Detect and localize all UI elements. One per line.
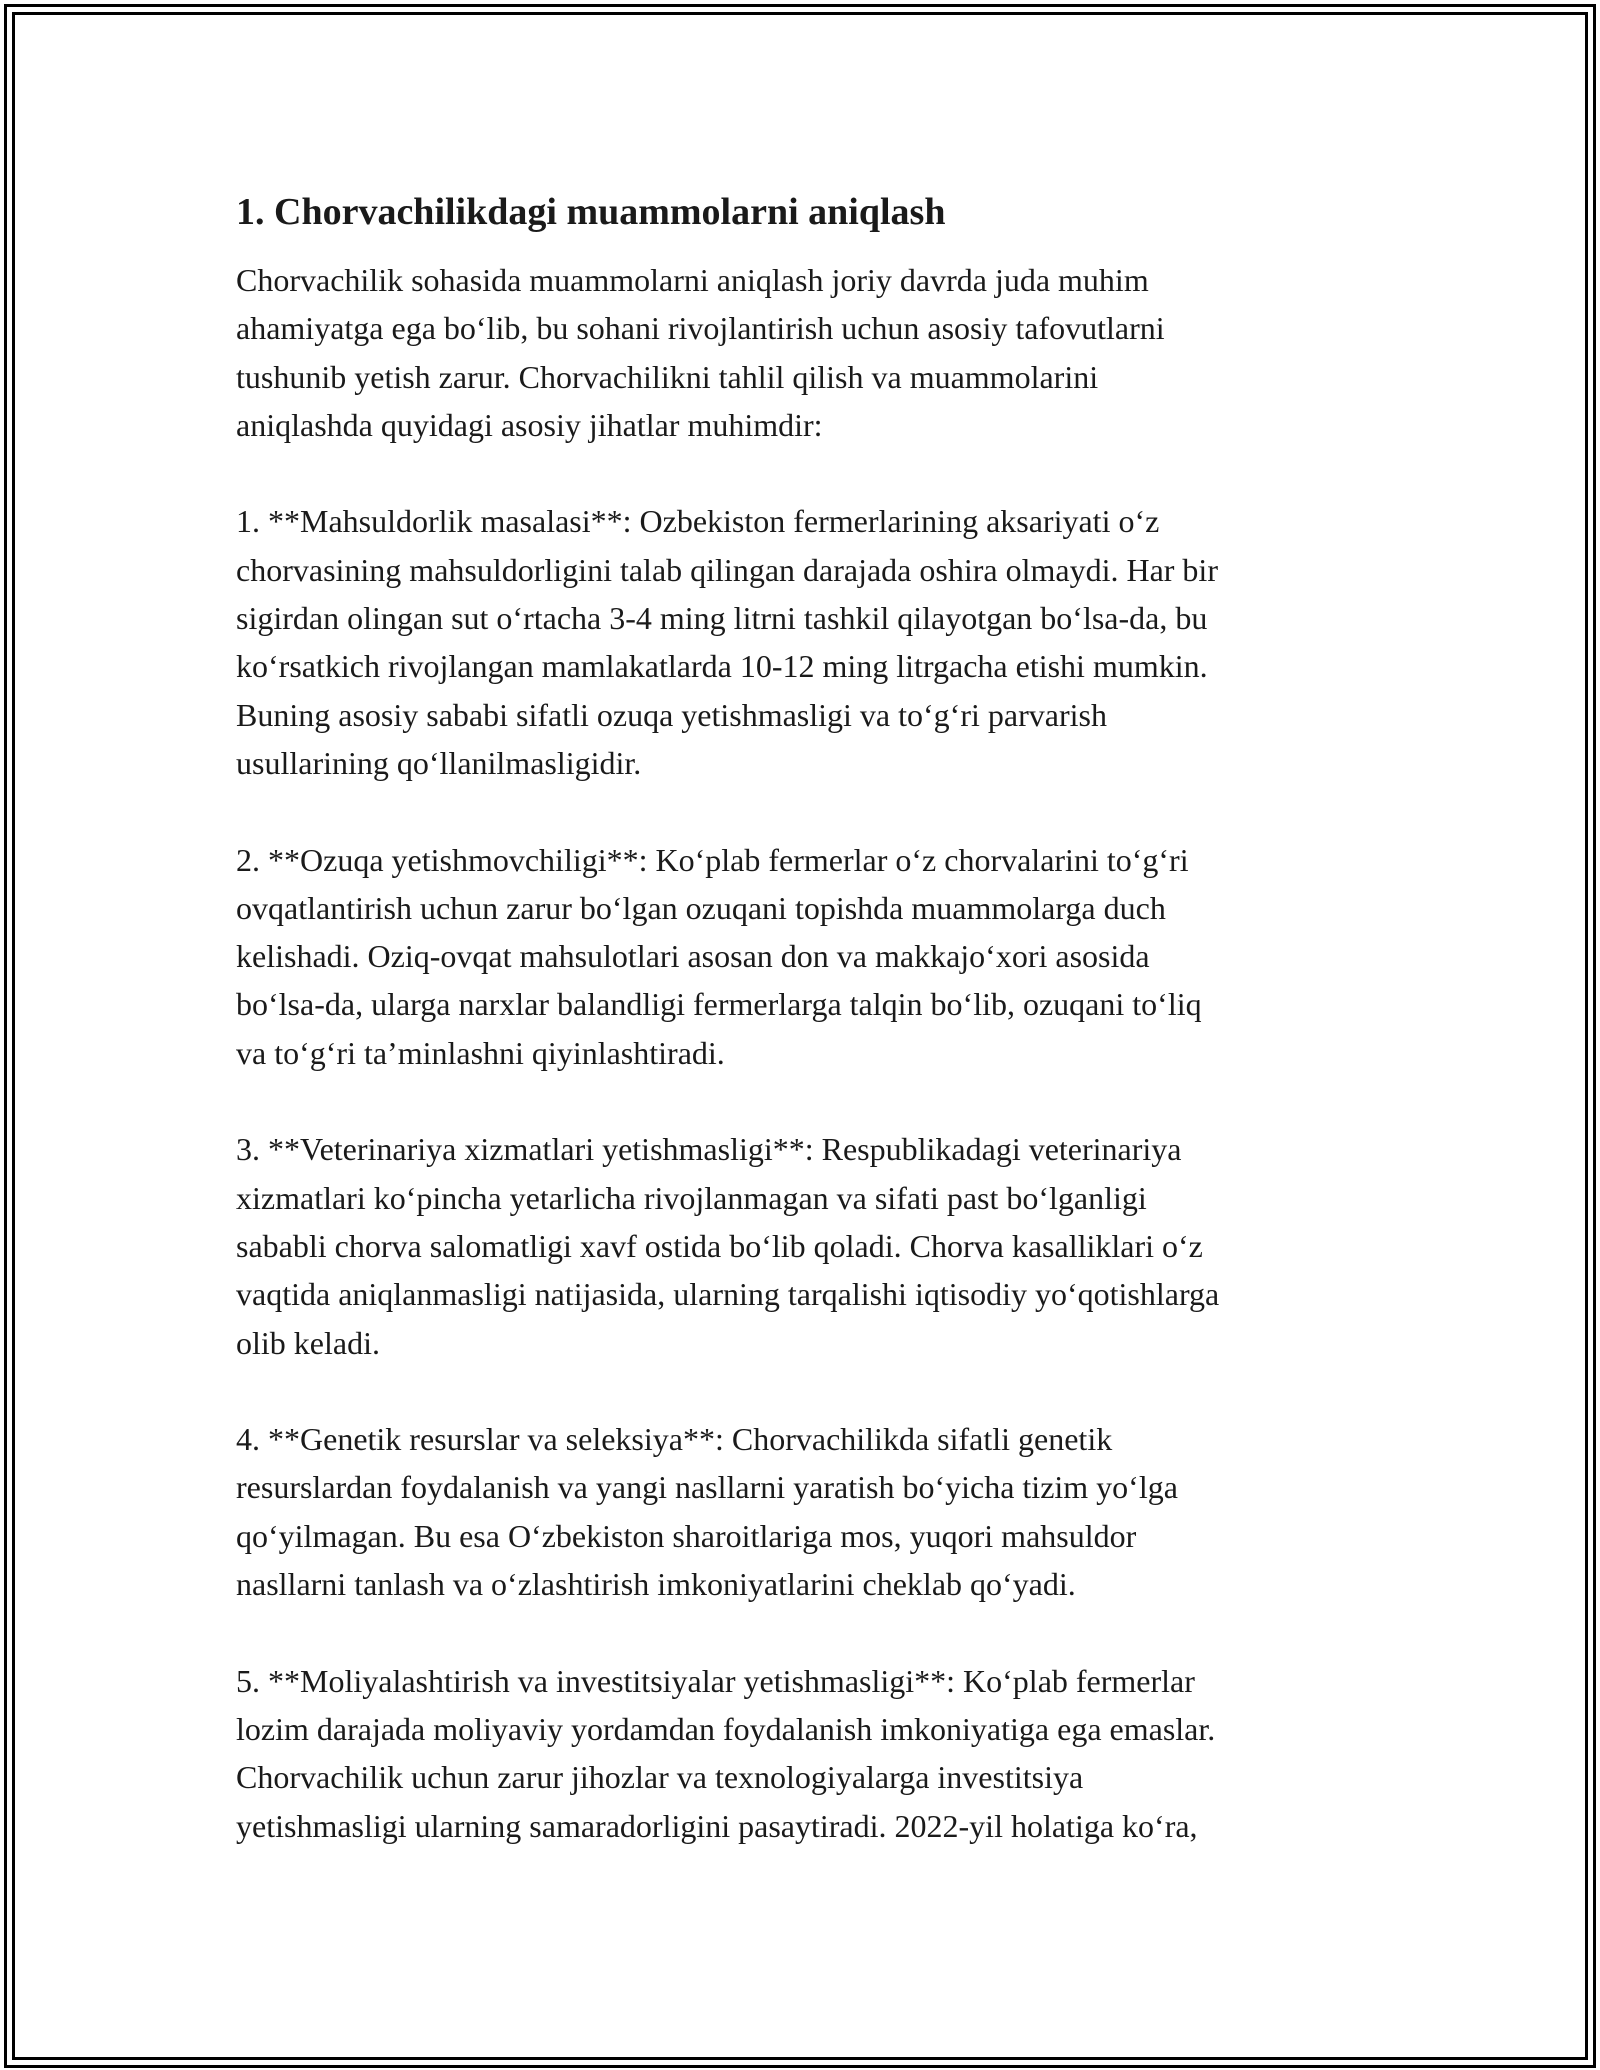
text-line: usullarining qo‘llanilmasligidir.	[236, 744, 642, 781]
text-line: xizmatlari ko‘pincha yetarlicha rivojlanmagan va sifati past bo‘lganligi	[236, 1179, 1147, 1216]
text-line: olib keladi.	[236, 1324, 380, 1361]
text-line: resurslardan foydalanish va yangi nasllarni yaratish bo‘yicha tizim yo‘lga	[236, 1469, 1178, 1506]
text-line: sababli chorva salomatligi xavf ostida bo‘lib qoladi. Chorva kasalliklari o‘z	[236, 1227, 1203, 1264]
text-line: kelishadi. Oziq-ovqat mahsulotlari asosan don va makkajo‘xori asosida	[236, 938, 1150, 975]
text-line: 5. **Moliyalashtirish va investitsiyalar yetishmasligi**: Ko‘plab fermerlar	[236, 1662, 1195, 1699]
item-paragraph-3	[236, 1125, 1376, 1366]
item-paragraph-4	[236, 1415, 1376, 1608]
text-line: qo‘yilmagan. Bu esa O‘zbekiston sharoitlariga mos, yuqori mahsuldor	[236, 1517, 1137, 1554]
text-line: yetishmasligi ularning samaradorligini pasaytiradi. 2022-yil holatiga ko‘ra,	[236, 1807, 1198, 1844]
text-line: bo‘lsa-da, ularga narxlar balandligi fermerlarga talqin bo‘lib, ozuqani to‘liq	[236, 986, 1202, 1023]
text-line: 1. **Mahsuldorlik masalasi**: Ozbekiston fermerlarining aksariyati o‘z	[236, 503, 1160, 540]
text-line: Buning asosiy sababi sifatli ozuqa yetishmasligi va to‘g‘ri parvarish	[236, 696, 1107, 733]
text-line: vaqtida aniqlanmasligi natijasida, ularning tarqalishi iqtisodiy yo‘qotishlarga	[236, 1276, 1220, 1313]
section-heading: 1. Chorvachilikdagi muammolarni aniqlash	[236, 191, 946, 233]
text-line: aniqlashda quyidagi asosiy jihatlar muhimdir:	[236, 406, 823, 443]
text-line: chorvasining mahsuldorligini talab qilingan darajada oshira olmaydi. Har bir	[236, 551, 1218, 588]
text-line: va to‘g‘ri ta’minlashni qiyinlashtiradi.	[236, 1034, 725, 1071]
document-body	[236, 188, 1376, 1898]
item-paragraph-1	[236, 497, 1376, 787]
text-line: sigirdan olingan sut o‘rtacha 3-4 ming litrni tashkil qilayotgan bo‘lsa-da, bu	[236, 600, 1208, 637]
text-line: lozim darajada moliyaviy yordamdan foydalanish imkoniyatiga ega emaslar.	[236, 1710, 1216, 1747]
text-line: 4. **Genetik resurslar va seleksiya**: Chorvachilikda sifatli genetik	[236, 1421, 1113, 1458]
text-line: nasllarni tanlash va o‘zlashtirish imkoniyatlarini cheklab qo‘yadi.	[236, 1566, 1076, 1603]
text-line: 3. **Veterinariya xizmatlari yetishmasligi**: Respublikadagi veterinariya	[236, 1131, 1182, 1168]
intro-paragraph	[236, 256, 1376, 449]
text-line: ovqatlantirish uchun zarur bo‘lgan ozuqani topishda muammolarga duch	[236, 889, 1166, 926]
item-paragraph-2	[236, 836, 1376, 1077]
text-line: Chorvachilik uchun zarur jihozlar va texnologiyalarga investitsiya	[236, 1759, 1084, 1796]
text-line: tushunib yetish zarur. Chorvachilikni tahlil qilish va muammolarini	[236, 358, 1099, 395]
text-line: 2. **Ozuqa yetishmovchiligi**: Ko‘plab fermerlar o‘z chorvalarini to‘g‘ri	[236, 841, 1189, 878]
text-line: ahamiyatga ega bo‘lib, bu sohani rivojlantirish uchun asosiy tafovutlarni	[236, 310, 1165, 347]
text-line: ko‘rsatkich rivojlangan mamlakatlarda 10-12 ming litrgacha etishi mumkin.	[236, 648, 1208, 685]
text-line: Chorvachilik sohasida muammolarni aniqlash joriy davrda juda muhim	[236, 262, 1149, 298]
item-paragraph-5	[236, 1657, 1376, 1850]
